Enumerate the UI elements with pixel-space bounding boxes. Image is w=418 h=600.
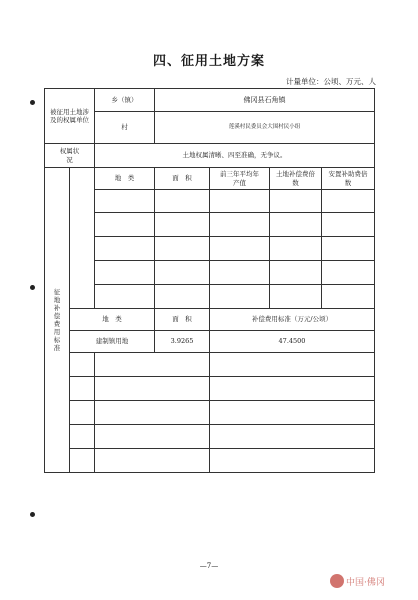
ownership-status-row <box>45 144 375 168</box>
table-row <box>45 449 375 473</box>
page-title: 四、征用土地方案 <box>152 54 265 69</box>
upper-header-avg-output: 前三年平均年产值 <box>210 168 270 190</box>
village-label: 村 <box>95 112 155 144</box>
village-row <box>45 112 375 144</box>
ownership-status-label: 权属状况 <box>45 144 95 168</box>
binding-hole-dot <box>30 100 35 105</box>
unit-note: 计量单位：公顷、万元、人 <box>286 77 376 86</box>
table-row <box>45 377 375 401</box>
lower-header-land-type: 地 类 <box>70 309 155 331</box>
table-row <box>45 190 375 213</box>
table-row <box>45 401 375 425</box>
upper-blank-cell <box>70 168 95 309</box>
page-number: —7— <box>199 562 219 570</box>
ownership-status-value: 土地权属清晰、四至准确，无争议。 <box>95 144 375 168</box>
area-cell: 3.9265 <box>155 331 210 353</box>
township-value: 佛冈县石角镇 <box>155 89 375 112</box>
lower-header-row <box>45 309 375 331</box>
village-value: 莲溪村民委员会大围村民小组 <box>155 112 375 144</box>
land-requisition-table <box>44 88 375 473</box>
lower-header-compensation-standard: 补偿费用标准（万元/公顷） <box>210 309 375 331</box>
upper-header-land-type: 地 类 <box>95 168 155 190</box>
table-row <box>45 425 375 449</box>
table-row <box>45 261 375 285</box>
watermark-text: 中国·佛冈 <box>346 578 385 588</box>
table-row <box>45 213 375 237</box>
compensation-standard-cell: 47.4500 <box>210 331 375 353</box>
binding-hole-dot <box>30 512 35 517</box>
upper-header-row <box>45 168 375 190</box>
township-row <box>45 89 375 112</box>
upper-header-area: 面 积 <box>155 168 210 190</box>
lower-header-area: 面 积 <box>155 309 210 331</box>
binding-hole-dot <box>30 285 35 290</box>
table-row <box>45 237 375 261</box>
upper-header-land-comp-multiple: 土地补偿费倍数 <box>270 168 322 190</box>
owner-unit-label: 被征用土地涉及的权属单位 <box>45 89 95 144</box>
table-row <box>45 353 375 377</box>
upper-header-resettlement-multiple: 安置补助费倍数 <box>322 168 375 190</box>
table-row <box>45 331 375 353</box>
watermark-logo <box>330 574 344 588</box>
compensation-vertical-label: 征 地 补 偿 费 用 标 准 <box>45 168 70 473</box>
table-row <box>45 285 375 309</box>
township-label: 乡（镇） <box>95 89 155 112</box>
land-type-cell: 建制镇用地 <box>70 331 155 353</box>
